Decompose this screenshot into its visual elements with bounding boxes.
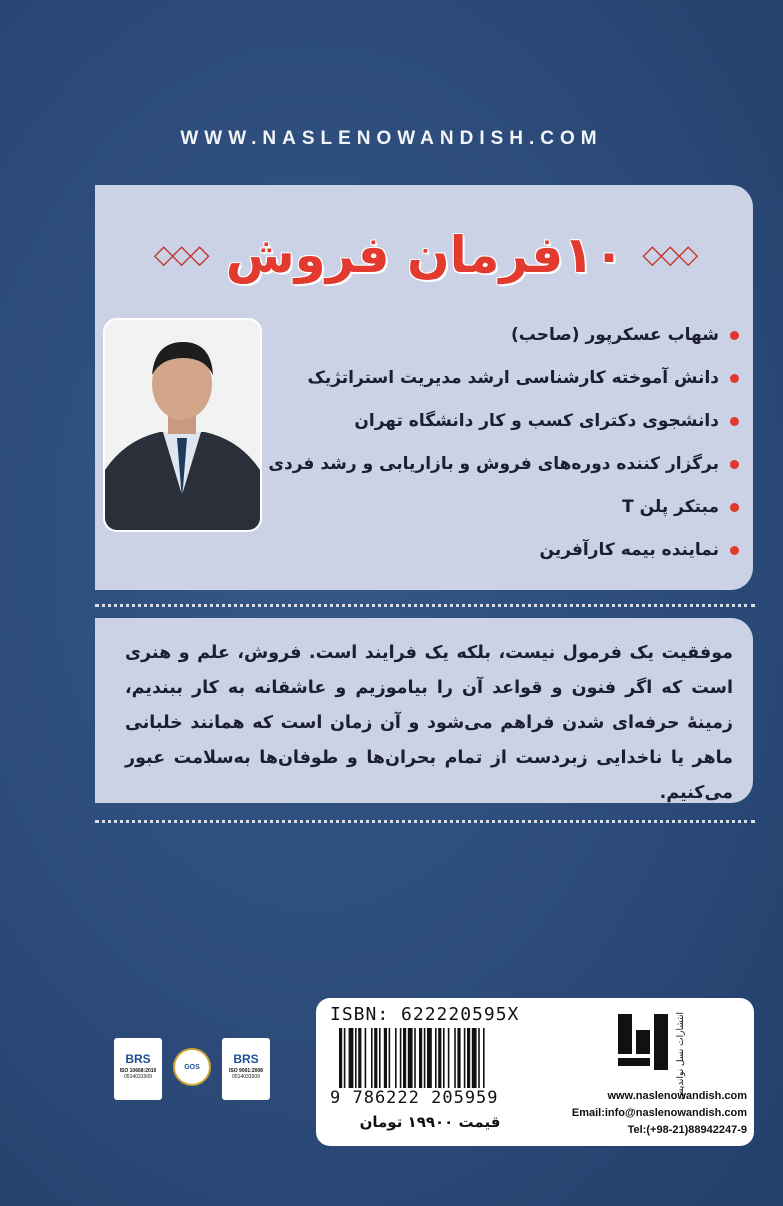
bullet-text: مبتکر پلن T [622,497,719,517]
bullet-dot-icon [730,503,739,512]
cert-brand: BRS [125,1052,151,1066]
book-title [155,210,695,300]
barcode-bar [414,1028,416,1088]
bullet-dot-icon [730,417,739,426]
title-words: فرمان فروش [225,226,564,284]
barcode-bar [344,1028,346,1088]
publisher-name-line: انتشارات [676,1012,686,1046]
gos-certificate [170,1038,214,1100]
dotted-divider [95,820,755,823]
barcode-bar [374,1028,377,1088]
publisher-tel: Tel:(+98-21)88942247-9 [627,1124,747,1136]
bullet-item [281,318,741,361]
barcode-bar [384,1028,387,1088]
bullet-text: شهاب عسکرپور (صاحب) [510,325,719,345]
barcode-bar [349,1028,354,1088]
barcode-bar [371,1028,373,1088]
bullet-dot-icon [730,546,739,555]
brs-certificate [222,1038,270,1100]
bullet-dot-icon [730,331,739,340]
price: قیمت ۱۹۹۰۰ تومان [359,1113,501,1131]
barcode-bar [435,1028,437,1088]
description-text: موفقیت یک فرمول نیست، بلکه یک فرایند است. فروش، علم و هنری است که اگر فنون و قواعد آن را بیاموزیم و عاشقانه به کار ببندیم، زمینهٔ حرفه‌ای شدن فراهم می‌شود و آن زمان است که همانند خلبانی ماهر یا ناخدایی زبردست از تمام بحران‌ها و طوفان‌ها به‌سلامت عبور می‌کنیم. [125,643,733,803]
dotted-divider [95,604,755,607]
barcode-bar [448,1028,450,1088]
publisher-email: Email:info@naslenowandish.com [571,1107,747,1119]
barcode-bar [483,1028,485,1088]
title-ornament-right: ◇◇◇ [642,240,697,270]
barcode-bar [339,1028,342,1088]
bullet-dot-icon [730,374,739,383]
barcode-bar [478,1028,480,1088]
bullet-item [281,490,741,533]
barcode-bar [379,1028,381,1088]
barcode-bar [395,1028,397,1088]
cert-iso: ISO 9001:2008 [229,1068,263,1074]
barcode-number: 9 786222 205959 [330,1088,499,1108]
gos-seal-icon [173,1048,211,1086]
bullet-dot-icon [730,460,739,469]
cert-iso: ISO 10668:2010 [119,1068,157,1074]
barcode-bar [365,1028,367,1088]
title-text [226,226,625,284]
barcode-bar [355,1028,357,1088]
barcode-bar [389,1028,391,1088]
barcode-bar [472,1028,477,1088]
website-header: WWW.NASLENOWANDISH.COM [180,128,603,149]
cert-number: 0514031509 [232,1074,260,1080]
publisher-name-line: نسل نواندیش [676,1048,686,1100]
brs-certificate [114,1038,162,1100]
publisher-website: www.naslenowandish.com [607,1090,747,1102]
barcode-bar [403,1028,406,1088]
barcode-bar [454,1028,456,1088]
publisher-name [676,1012,696,1100]
title-ornament-left: ◇◇◇ [153,240,208,270]
bullet-text: دانش آموخته کارشناسی ارشد مدیریت استراتژیک [307,368,719,388]
isbn-label: ISBN: 622220595X [330,1004,520,1025]
bullet-item [281,404,741,447]
author-bullets [268,318,741,576]
barcode [337,1028,535,1088]
certificates [114,1038,270,1100]
barcode-bar [467,1028,470,1088]
bullet-item [281,361,741,404]
title-number: ۱۰ [563,226,625,284]
bullet-item [268,447,741,490]
cert-brand: BRS [233,1052,259,1066]
barcode-bar [424,1028,426,1088]
barcode-bar [358,1028,361,1088]
author-photo [103,318,262,532]
barcode-bar [457,1028,460,1088]
publisher-contact [545,1088,747,1139]
publisher-logo-icon [612,1010,672,1074]
barcode-bar [443,1028,445,1088]
bullet-text: برگزار کننده دوره‌های فروش و بازاریابی و رشد فردی [268,454,719,474]
barcode-bar [408,1028,413,1088]
barcode-bar [438,1028,441,1088]
bullet-text: نماینده بیمه کارآفرین [539,540,719,560]
barcode-bar [419,1028,422,1088]
cert-brand: GOS [184,1063,200,1071]
bullet-item [281,533,741,576]
barcode-bar [464,1028,466,1088]
bullet-text: دانشجوی دکترای کسب و کار دانشگاه تهران [354,411,719,431]
cert-number: 0514031509 [124,1074,152,1080]
barcode-bar [427,1028,432,1088]
barcode-bar [400,1028,402,1088]
